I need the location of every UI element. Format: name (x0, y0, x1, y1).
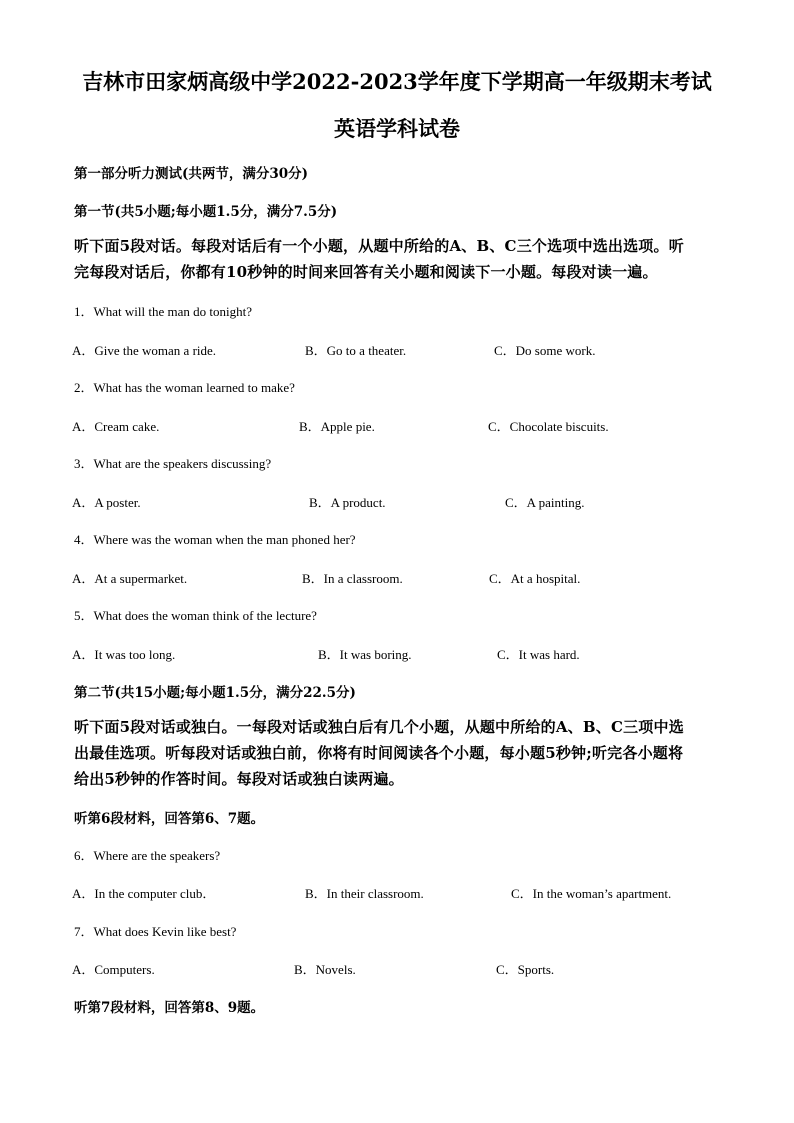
option-b: B．Go to a theater. (305, 343, 407, 358)
option-b: B．In their classroom. (305, 886, 424, 901)
section1-instructions (74, 233, 722, 285)
question-stem: 2．What has the woman learned to make? (74, 380, 295, 395)
option-a: A．At a supermarket. (72, 571, 188, 586)
material-heading: 听第6段材料，回答第6、7题。 (74, 811, 265, 827)
question-stem: 3．What are the speakers discussing? (74, 456, 272, 471)
instructions-line: 出最佳选项。听每段对话或独白前，你将有时间阅读各个小题，每小题5秒钟;听完各小题将 (74, 744, 684, 762)
exam-subtitle: 英语学科试卷 (334, 116, 460, 141)
option-a: A．It was too long. (72, 647, 176, 662)
option-b: B．It was boring. (318, 647, 412, 662)
option-b: B．Novels. (294, 962, 356, 977)
instructions-line: 完每段对话后，你都有10秒钟的时间来回答有关小题和阅读下一小题。每段对读一遍。 (74, 263, 658, 281)
option-c: C．Do some work. (494, 343, 596, 358)
option-a: A．In the computer club． (72, 886, 216, 901)
option-a: A．A poster. (72, 495, 141, 510)
option-c: C．In the woman’s apartment. (511, 886, 672, 901)
part1-heading: 第一部分听力测试(共两节，满分30分) (74, 166, 309, 182)
question-stem: 1．What will the man do tonight? (74, 304, 252, 319)
option-c: C．At a hospital. (489, 571, 581, 586)
option-a: A．Computers. (72, 962, 155, 977)
material-heading: 听第7段材料，回答第8、9题。 (74, 1000, 265, 1016)
option-a: A．Cream cake. (72, 419, 160, 434)
option-b: B．A product. (309, 495, 386, 510)
option-c: C．Chocolate biscuits. (488, 419, 609, 434)
option-b: B．In a classroom. (302, 571, 403, 586)
section1-heading: 第一节(共5小题;每小题1.5分，满分7.5分) (74, 204, 338, 220)
instructions-line: 给出5秒钟的作答时间。每段对话或独白读两遍。 (74, 770, 404, 788)
section2-heading: 第二节(共15小题;每小题1.5分，满分22.5分) (74, 685, 356, 701)
question-stem: 6．Where are the speakers? (74, 848, 221, 863)
instructions-line: 听下面5段对话。每段对话后有一个小题，从题中所给的A、B、C三个选项中选出选项。听 (74, 237, 684, 255)
option-b: B．Apple pie. (299, 419, 375, 434)
question-stem: 7．What does Kevin like best? (74, 924, 237, 939)
option-c: C．It was hard. (497, 647, 580, 662)
section2-instructions (74, 714, 722, 792)
question-stem: 4．Where was the woman when the man phoned her? (74, 532, 356, 547)
question-stem: 5．What does the woman think of the lecture? (74, 608, 317, 623)
option-c: C．A painting. (505, 495, 585, 510)
exam-title: 吉林市田家炳高级中学2022-2023学年度下学期高一年级期末考试 (82, 69, 712, 94)
instructions-line: 听下面5段对话或独白。一每段对话或独白后有几个小题，从题中所给的A、B、C三项中选 (74, 718, 684, 736)
option-a: A．Give the woman a ride. (72, 343, 217, 358)
option-c: C．Sports. (496, 962, 555, 977)
